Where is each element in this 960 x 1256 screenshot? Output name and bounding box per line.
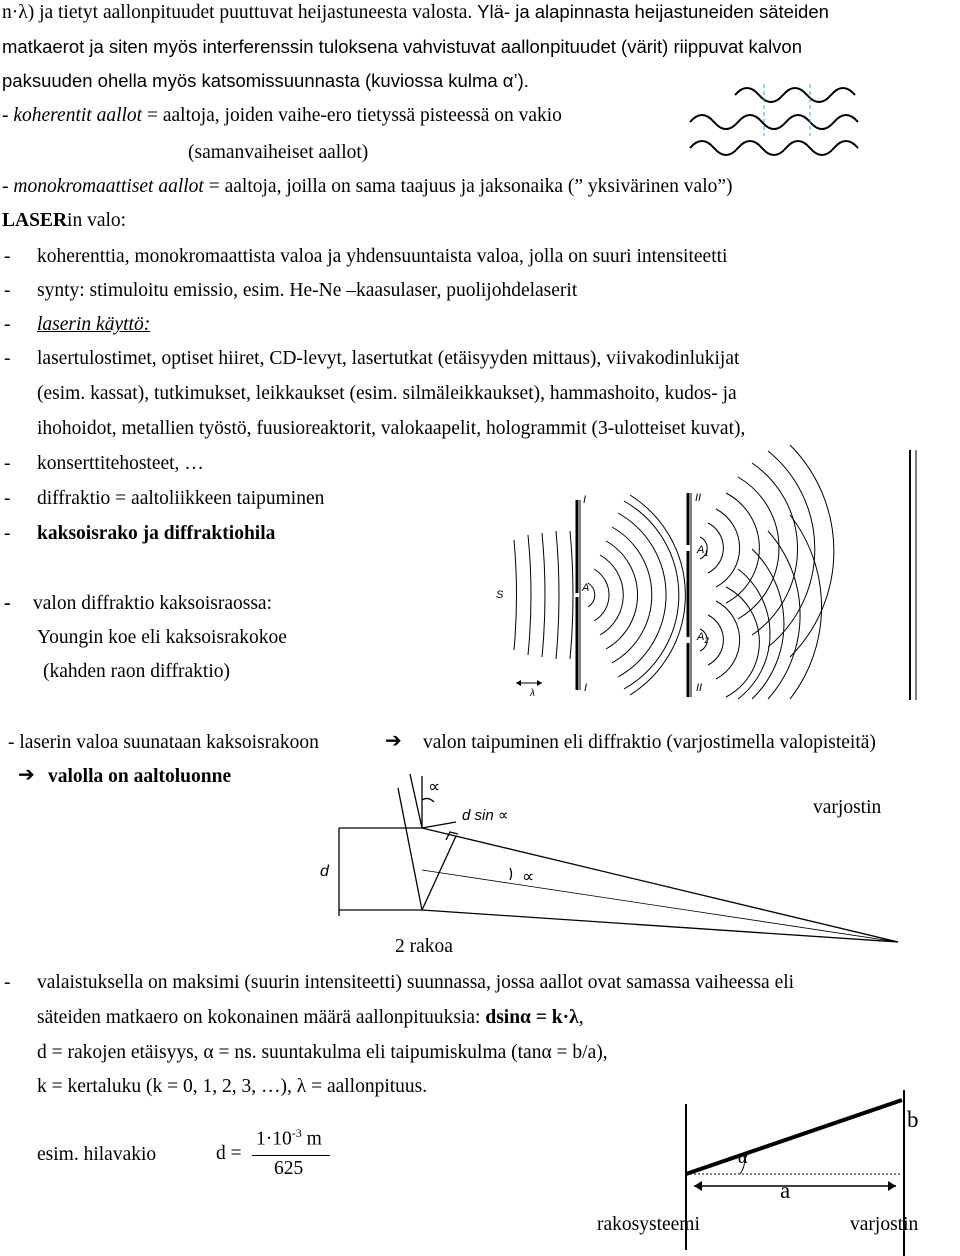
- example-lhs: d =: [216, 1143, 242, 1164]
- monochromatic-text: = aaltoja, joilla on sama taajuus ja jaksonaika (” yksivärinen valo”): [203, 176, 733, 197]
- d-label: d: [320, 863, 329, 880]
- laser-heading: [2, 209, 126, 233]
- maxima-line-1: valaistuksella on maksimi (suurin intensiteetti) suunnassa, jossa aallot ovat samassa vaiheessa eli: [37, 972, 795, 993]
- laser-uses-line-2: (esim. kassat), tutkimukset, leikkaukset (esim. silmäleikkaukset), hammashoito, kudos- ja: [37, 383, 737, 404]
- label-A1-sub: 1: [704, 549, 709, 558]
- coherent-note: (samanvaiheiset aallot): [188, 142, 369, 163]
- laser-item-1: koherenttia, monokromaattista valoa ja yhdensuuntaista valoa, jolla on suuri intensiteetti: [37, 246, 728, 267]
- a-label: a: [780, 1178, 791, 1203]
- young-dash: [4, 592, 11, 616]
- intro-line-2: matkaerot ja siten myös interferenssin tuloksena vahvistuvat aallonpituudet (värit) riippuvat kalvon: [2, 36, 803, 57]
- arrow-icon-2: ➔: [18, 762, 35, 786]
- double-slit-dash: -: [4, 523, 11, 544]
- example-numerator-unit: m: [301, 1128, 322, 1150]
- coherent-term: koherentit aallot: [13, 105, 143, 126]
- maxima-line-2-post: ,: [578, 1007, 584, 1028]
- monochromatic-term: monokromaattiset aallot: [13, 176, 204, 197]
- maxima-line-2-text: säteiden matkaero on kokonainen määrä aallonpituuksia:: [37, 1007, 486, 1028]
- wave-1: [735, 88, 855, 102]
- example-numerator-exp: -3: [291, 1126, 302, 1140]
- laser-use-label: [37, 313, 150, 337]
- laser-slit-line: [8, 731, 319, 755]
- laser-item-2: synty: stimuloitu emissio, esim. He-Ne –kaasulaser, puolijohdelaserit: [37, 280, 578, 301]
- maxima-line-3: d = rakojen etäisyys, α = ns. suuntakulma eli taipumiskulma (tanα = b/a),: [37, 1042, 608, 1063]
- laser-slit-text: - laserin valoa suunataan kaksoisrakoon: [8, 732, 319, 753]
- label-A2-letter: A: [697, 631, 705, 643]
- b-label: b: [907, 1107, 919, 1132]
- laser-slit-result: valon taipuminen eli diffraktio (varjostimella valopisteitä): [423, 732, 876, 753]
- wave-2: [690, 115, 858, 129]
- circular-wavefronts-A: [588, 495, 685, 695]
- maxima-line-4: k = kertaluku (k = 0, 1, 2, 3, …), λ = aallonpituus.: [37, 1076, 428, 1097]
- laser-uses-line-1: lasertulostimet, optiset hiiret, CD-levyt, lasertutkat (etäisyyden mittaus), viivakodinlukijat: [37, 348, 740, 369]
- young-line-2: Youngin koe eli kaksoisrakokoe: [37, 627, 287, 648]
- label-I-bottom: I: [584, 682, 588, 694]
- laser-uses-line-3: ihohoidot, metallien työstö, fuusioreaktorit, valokaapelit, hologrammit (3-ulotteiset kuvat),: [37, 418, 746, 439]
- laser-item-2-dash: -: [4, 280, 11, 301]
- ray-lower: [422, 910, 898, 942]
- dsin-label: d sin ∝: [462, 807, 509, 824]
- ray-upper: [422, 828, 898, 942]
- grating-equation: dsinα = k·λ: [485, 1007, 579, 1028]
- monochromatic-dash: -: [2, 176, 14, 197]
- coherent-definition: [2, 104, 562, 128]
- wave-nature-line: [48, 765, 231, 789]
- fraction-bar: [252, 1155, 330, 1156]
- intro-line-3: paksuuden ohella myös katsomissuunnasta (kuviossa kulma α’).: [2, 70, 529, 91]
- example-denominator: 625: [274, 1158, 304, 1179]
- maxima-line-2: [37, 1006, 584, 1030]
- diffraction-definition: diffraktio = aaltoliikkeen taipuminen: [37, 488, 325, 509]
- intro-line-1a: n·λ) ja tietyt aallonpituudet puuttuvat heijastuneesta valosta.: [2, 2, 473, 23]
- laser-item-1-dash: -: [4, 246, 11, 267]
- label-A1-letter: A: [697, 544, 705, 556]
- wave-3: [690, 141, 858, 155]
- label-S: S: [496, 589, 504, 601]
- maxima-dash: -: [4, 972, 11, 993]
- alpha-label-top: ∝: [428, 777, 441, 796]
- alpha-label-mid: ∝: [522, 867, 535, 886]
- alpha-label-bottom: α: [738, 1147, 749, 1168]
- intro-line-1: [2, 0, 829, 25]
- laser-use-label-text: laserin käyttö:: [37, 314, 151, 335]
- coherent-waves-figure: [680, 80, 880, 170]
- label-A2-sub: 2: [704, 636, 709, 645]
- double-slit-heading: [37, 522, 275, 546]
- concert-dash: -: [4, 453, 11, 474]
- double-slit-heading-text: kaksoisrako ja diffraktiohila: [37, 523, 276, 544]
- hypotenuse: [686, 1100, 902, 1174]
- slit-system-label: rakosysteemi: [597, 1214, 700, 1235]
- plane-wavefronts: [514, 531, 573, 659]
- laser-heading-rest: in valo:: [67, 210, 127, 231]
- screen-label-bottom: varjostin: [850, 1214, 919, 1235]
- monochromatic-definition: [2, 175, 733, 199]
- young-line-1: valon diffraktio kaksoisraossa:: [33, 593, 273, 614]
- label-lambda: λ: [530, 688, 535, 699]
- young-line-3: (kahden raon diffraktio): [43, 661, 230, 682]
- wave-nature-text: valolla on aaltoluonne: [48, 766, 232, 787]
- young-dash-bold: -: [4, 593, 11, 614]
- young-experiment-figure: [490, 445, 960, 700]
- example-label: esim. hilavakio: [37, 1144, 157, 1165]
- laser-uses-dash: -: [4, 348, 11, 369]
- slits-label: 2 rakoa: [395, 936, 453, 957]
- concert-effects: konserttitehosteet, …: [37, 453, 204, 474]
- arrow-icon-1: ➔: [385, 728, 402, 752]
- example-numerator-base: 1·10: [256, 1128, 292, 1150]
- coherent-text: = aaltoja, joiden vaihe-ero tietyssä pisteessä on vakio: [142, 105, 562, 126]
- laser-use-dash: -: [4, 314, 11, 335]
- intro-line-1b: Ylä- ja alapinnasta heijastuneiden säteiden: [477, 1, 829, 22]
- diffraction-dash: -: [4, 488, 11, 509]
- label-I-top: I: [583, 494, 587, 506]
- coherent-dash: -: [2, 105, 14, 126]
- circular-wavefronts-A1: [700, 445, 834, 657]
- laser-heading-bold: LASER: [2, 210, 68, 231]
- label-A2: [696, 631, 709, 645]
- label-A: A: [582, 582, 590, 594]
- label-II-top: II: [695, 492, 702, 504]
- screen-label: varjostin: [813, 797, 882, 818]
- circular-wavefronts-A2: [700, 515, 822, 699]
- label-II-bottom: II: [696, 682, 703, 694]
- example-numerator: [256, 1126, 322, 1151]
